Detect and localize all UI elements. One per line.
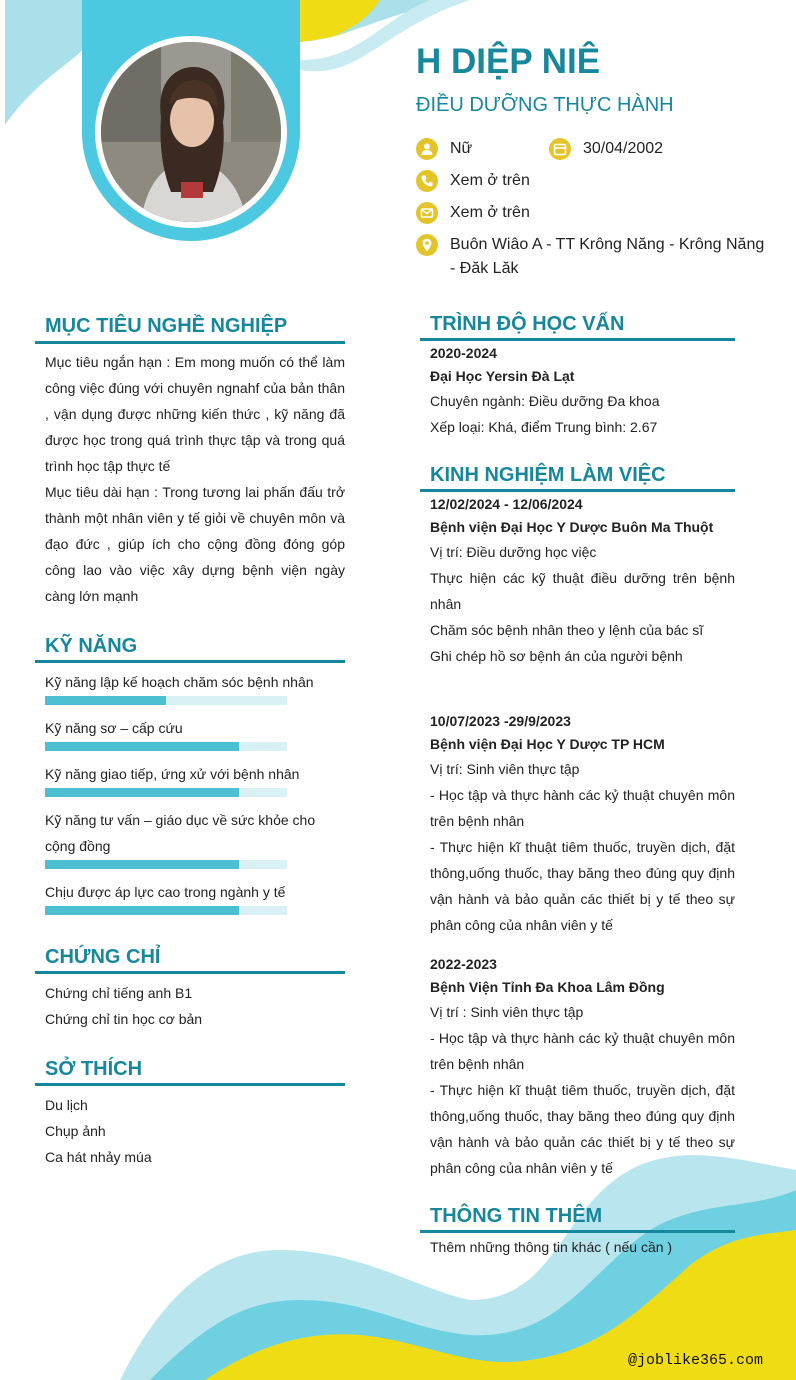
job-duty: Ghi chép hồ sơ bệnh án của người bệnh [430, 648, 683, 664]
skills-heading: KỸ NĂNG [45, 635, 138, 657]
email-value: Xem ở trên [450, 204, 530, 221]
phone-value: Xem ở trên [450, 172, 530, 189]
calendar-icon [549, 138, 571, 160]
user-icon [416, 138, 438, 160]
education-grade: Xếp loại: Khá, điểm Trung bình: 2.67 [430, 419, 658, 435]
job-duty: Thực hiện các kỹ thuật điều dưỡng trên bệnh nhân [430, 570, 735, 612]
objective-long-term: Mục tiêu dài hạn : Trong tương lai phấn đấu trở thành một nhân viên y tế giỏi về chuyên môn và đạo đức , giúp ích cho cộng đồng đóng góp công lao vào việc xây dựng bệnh viện ngày càng lớn mạnh [45, 484, 345, 604]
gender-value: Nữ [450, 140, 473, 157]
birthdate-value: 30/04/2002 [583, 140, 664, 157]
job-title: ĐIỀU DƯỠNG THỰC HÀNH [416, 94, 674, 116]
job-duty: - Học tập và thực hành các kỷ thuật chuyên môn trên bệnh nhân [430, 1030, 735, 1072]
job-period: 2022-2023 [430, 956, 497, 972]
education-heading: TRÌNH ĐỘ HỌC VẤN [430, 313, 625, 335]
skill-bar-fill [45, 906, 239, 915]
location-pin-icon [416, 234, 438, 256]
address-value [450, 233, 764, 281]
job-position: Vị trí: Điều dưỡng học việc [430, 544, 597, 560]
birthdate-row [549, 138, 663, 161]
address-line-1: Buôn Wiâo A - TT Krông Năng - Krông Năng [450, 236, 765, 253]
certificates-heading: CHỨNG CHỈ [45, 946, 161, 968]
extra-info-text: Thêm những thông tin khác ( nếu cần ) [430, 1239, 673, 1255]
skill-bar-fill [45, 742, 239, 751]
top-left-wave [5, 0, 90, 125]
skill-bar [45, 696, 287, 705]
hobby-item: Chụp ảnh [45, 1123, 106, 1139]
address-row [416, 234, 766, 281]
certificate-item: Chứng chỉ tiếng anh B1 [45, 985, 193, 1001]
person-illustration [101, 42, 281, 222]
education-period: 2020-2024 [430, 345, 497, 361]
email-icon [416, 202, 438, 224]
objective-divider [35, 341, 345, 344]
skill-bar [45, 742, 287, 751]
job-organization: Bệnh viện Đại Học Y Dược TP HCM [430, 736, 665, 752]
certificate-item: Chứng chỉ tin học cơ bản [45, 1011, 203, 1027]
job-position: Vị trí : Sinh viên thực tập [430, 1004, 584, 1020]
hobbies-heading: SỞ THÍCH [45, 1058, 143, 1080]
certificates-divider [35, 971, 345, 974]
skill-label: Chịu được áp lực cao trong ngành y tế [45, 884, 286, 900]
skill-bar [45, 788, 287, 797]
skill-bar [45, 860, 287, 869]
hobby-item: Du lịch [45, 1097, 88, 1113]
gender-row [416, 138, 472, 161]
education-major: Chuyên ngành: Điều dưỡng Đa khoa [430, 393, 660, 409]
address-line-2: - Đăk Lăk [450, 260, 519, 277]
experience-heading: KINH NGHIỆM LÀM VIỆC [430, 464, 666, 486]
job-position: Vị trí: Sinh viên thực tập [430, 761, 580, 777]
skill-label: Kỹ năng sơ – cấp cứu [45, 720, 183, 736]
candidate-name: H DIỆP NIÊ [416, 42, 601, 81]
objective-heading: MỤC TIÊU NGHỀ NGHIỆP [45, 315, 288, 337]
job-duty: - Thực hiện kĩ thuật tiêm thuốc, truyền dịch, đặt thông,uống thuốc, thay băng theo đúng quy định vận hành và bảo quản các thiết bị y tế theo sự phân công của nhân viên y tế [430, 1082, 735, 1176]
objective-short-term: Mục tiêu ngắn hạn : Em mong muốn có thể làm công việc đúng với chuyên ngnahf của bản thân , vận dụng được những kiến thức , kỹ năng đã được học trong quá trình thực tập và trong quá trình học tập thực tế [45, 354, 345, 474]
hobby-item: Ca hát nhảy múa [45, 1149, 152, 1165]
job-period: 10/07/2023 -29/9/2023 [430, 713, 571, 729]
skill-bar-fill [45, 860, 239, 869]
skill-bar-fill [45, 788, 239, 797]
job-organization: Bệnh Viện Tỉnh Đa Khoa Lâm Đồng [430, 979, 665, 995]
profile-photo-frame [95, 36, 287, 228]
job-organization: Bệnh viện Đại Học Y Dược Buôn Ma Thuột [430, 519, 714, 535]
skill-bar-fill [45, 696, 166, 705]
skills-divider [35, 660, 345, 663]
phone-row [416, 170, 530, 193]
job-duty: - Học tập và thực hành các kỷ thuật chuyên môn trên bệnh nhân [430, 787, 735, 829]
footer-handle: @joblike365.com [628, 1352, 764, 1369]
job-duty: - Thực hiện kĩ thuật tiêm thuốc, truyền dịch, đặt thông,uống thuốc, thay băng theo đúng quy định vận hành và bảo quản các thiết bị y tế theo sự phân công của nhân viên y tế [430, 839, 735, 933]
email-row [416, 202, 530, 225]
extra-info-heading: THÔNG TIN THÊM [430, 1205, 603, 1227]
profile-photo [101, 42, 281, 222]
job-period: 12/02/2024 - 12/06/2024 [430, 496, 583, 512]
job-duty: Chăm sóc bệnh nhân theo y lệnh của bác sĩ [430, 622, 704, 638]
skill-label: Kỹ năng tư vấn – giáo dục về sức khỏe cho cộng đồng [45, 812, 316, 854]
hobbies-divider [35, 1083, 345, 1086]
education-school: Đại Học Yersin Đà Lạt [430, 368, 575, 384]
skill-label: Kỹ năng giao tiếp, ứng xử với bệnh nhân [45, 766, 300, 782]
skill-label: Kỹ năng lập kế hoạch chăm sóc bệnh nhân [45, 674, 314, 690]
skill-bar [45, 906, 287, 915]
phone-icon [416, 170, 438, 192]
extra-info-divider [420, 1230, 735, 1233]
